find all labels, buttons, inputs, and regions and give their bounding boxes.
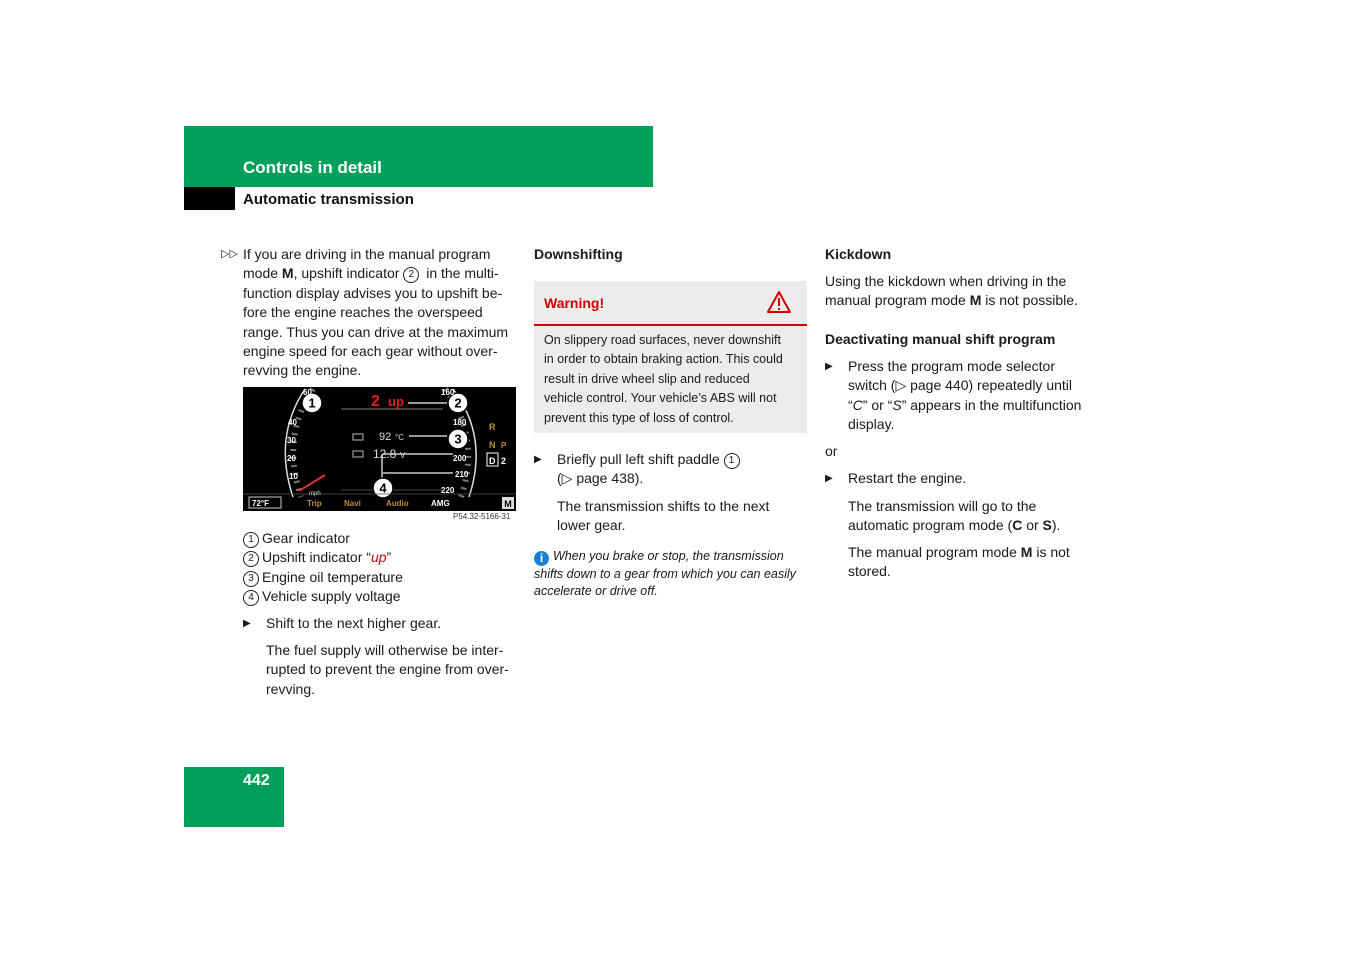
page-number: 442 xyxy=(243,772,270,789)
oil-temp-unit: °C xyxy=(395,433,404,442)
voltage-value: 12.8 xyxy=(373,447,397,461)
speed-tick-left: 20 xyxy=(287,454,296,463)
speed-tick-left: 40 xyxy=(288,418,297,427)
intro-paragraph: If you are driving in the manual program mode M, upshift indicator 2 in the multi- function display advises you to upshift be- fore the engine reaches the overspeed range. Thus you can drive at the maximum engine speed for each gear without over- revving the engine. xyxy=(243,246,509,379)
speed-tick-right: 200 xyxy=(453,454,467,463)
callout-number: 1 xyxy=(308,395,316,411)
column-1 xyxy=(221,245,521,381)
speed-tick-right: 180 xyxy=(453,418,467,427)
speed-tick-right: 220 xyxy=(441,486,455,495)
bullet-arrow-icon: ▶ xyxy=(825,473,833,484)
info-note: i When you brake or stop, the transmission shifts down to a gear from which you can easily accelerate or drive off. xyxy=(534,549,796,598)
callout-number: 2 xyxy=(454,395,462,411)
info-icon: i xyxy=(534,551,549,566)
gear-r: R xyxy=(489,422,496,432)
legend-item: 1 Gear indicator xyxy=(243,529,523,548)
step-restart: ▶ Restart the engine. xyxy=(825,469,1105,488)
legend-item: 2 Upshift indicator “up” xyxy=(243,548,523,567)
legend-item: 4 Vehicle supply voltage xyxy=(243,587,523,606)
speed-tick-left: 60 xyxy=(303,388,312,397)
outside-temp: 72°F xyxy=(252,499,269,508)
upshift-text: up xyxy=(388,394,404,409)
speed-tick-left: 10 xyxy=(289,472,298,481)
warning-triangle-icon xyxy=(766,290,792,314)
gear-number: 2 xyxy=(501,456,507,466)
gear-d: D xyxy=(489,456,496,466)
section-subtitle: Automatic transmission xyxy=(243,191,414,208)
warning-title: Warning! xyxy=(544,295,605,311)
step-downshift: ▶ Briefly pull left shift paddle 1 (▷ page 438). xyxy=(534,450,814,489)
gear-n: N xyxy=(489,440,496,450)
legend-item: 3 Engine oil temperature xyxy=(243,568,523,587)
instrument-cluster-image xyxy=(243,387,516,511)
menu-item: AMG xyxy=(431,499,450,508)
heading-downshifting: Downshifting xyxy=(534,246,623,262)
menu-item: Audio xyxy=(386,499,409,508)
header-marker xyxy=(184,187,235,210)
mode-indicator: M xyxy=(504,499,512,509)
warning-box xyxy=(534,281,807,433)
restart-note-1: The transmission will go to the automatic program mode (C or S). xyxy=(848,498,1061,534)
heading-kickdown: Kickdown xyxy=(825,246,892,262)
restart-note-2: The manual program mode M is not stored. xyxy=(848,544,1070,580)
multifunction-display-illustration xyxy=(243,387,516,511)
downshift-note: The transmission shifts to the next lower gear. xyxy=(557,498,770,534)
kickdown-text: Using the kickdown when driving in the manual program mode M is not possible. xyxy=(825,273,1078,309)
menu-item: Navi xyxy=(344,499,361,508)
menu-item: Trip xyxy=(307,499,322,508)
bullet-arrow-icon: ▶ xyxy=(534,454,542,465)
bullet-arrow-icon: ▶ xyxy=(825,361,833,372)
warning-text: On slippery road surfaces, never downshift in order to obtain braking action. This could result in drive wheel slip and reduced vehicle control. Your vehicle’s ABS will not prevent this type of loss of control. xyxy=(544,333,783,425)
heading-deactivating: Deactivating manual shift program xyxy=(825,331,1056,347)
image-caption: P54.32-5166-31 xyxy=(453,512,511,521)
speed-tick-right: 210 xyxy=(455,470,469,479)
step-note: The fuel supply will otherwise be inter- rupted to prevent the engine from over- revving. xyxy=(266,642,509,697)
speed-tick-left: 30 xyxy=(287,436,296,445)
speed-tick-right: 160 xyxy=(441,388,455,397)
gear-p: P xyxy=(501,441,507,450)
callout-number: 4 xyxy=(379,480,387,496)
continuation-arrows: ▷▷ xyxy=(221,248,238,260)
step-press-selector: ▶ Press the program mode selector switch (▷ page 440) repeatedly until “C” or “S” appears in the multifunction display. xyxy=(825,358,1082,433)
bullet-arrow-icon: ▶ xyxy=(243,618,251,629)
warning-divider xyxy=(534,324,807,326)
speed-unit: mph xyxy=(309,491,321,497)
oil-temp-value: 92 xyxy=(379,431,392,443)
step-shift-up: ▶ Shift to the next higher gear. xyxy=(243,614,523,633)
callout-number: 3 xyxy=(454,431,462,447)
or-text: or xyxy=(825,443,838,459)
upshift-gear: 2 xyxy=(371,393,380,410)
legend-list xyxy=(243,529,523,607)
section-title: Controls in detail xyxy=(243,158,382,177)
voltage-unit: V xyxy=(400,451,406,460)
